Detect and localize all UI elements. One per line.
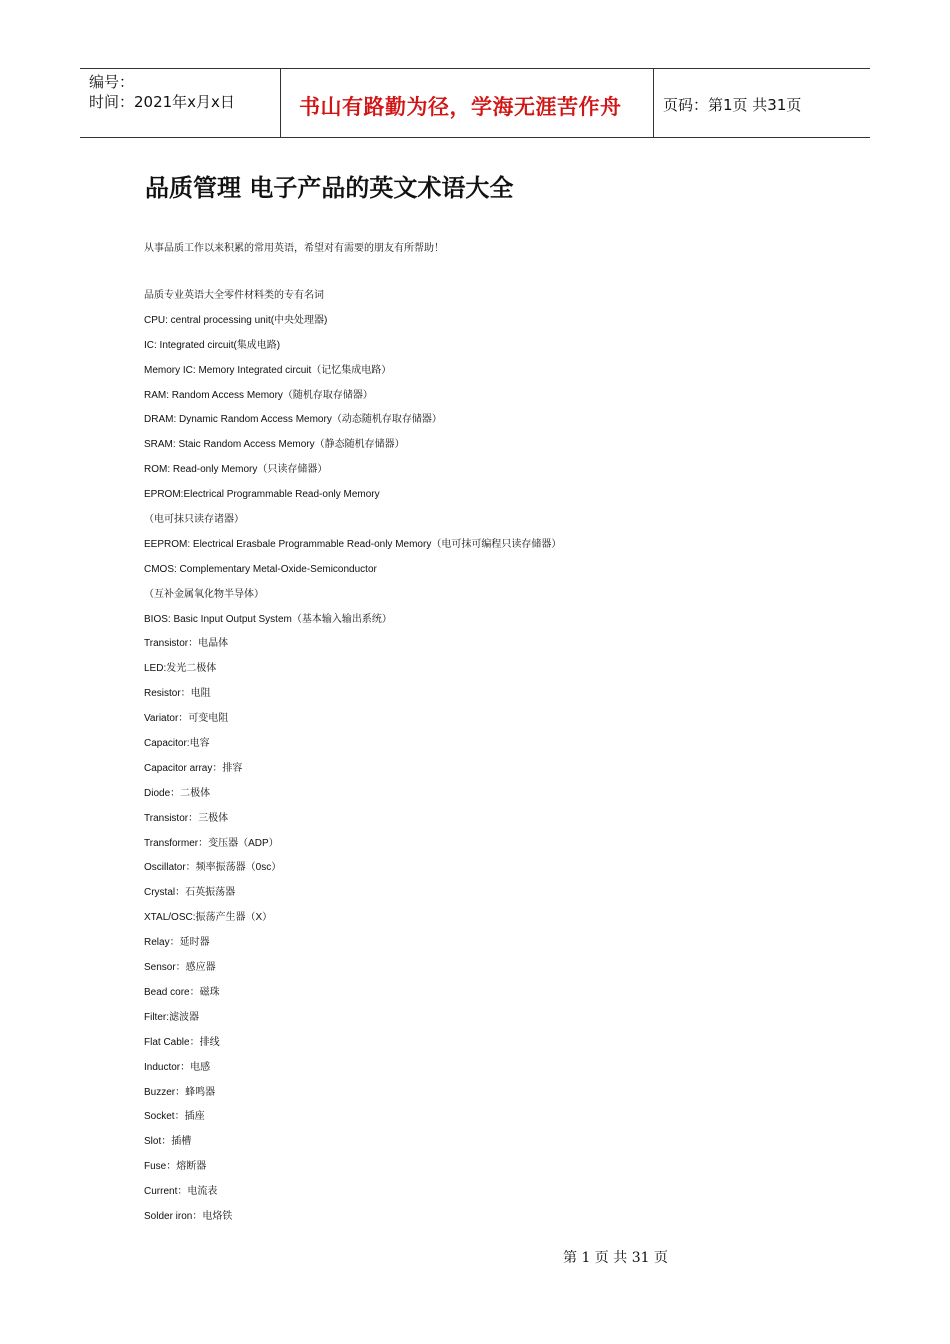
term-item: SRAM: Staic Random Access Memory（静态随机存储器） <box>144 439 405 451</box>
document-date: 时间：2021年x月x日 <box>89 93 235 111</box>
header-left-cell <box>80 69 281 137</box>
term-item: RAM: Random Access Memory（随机存取存储器） <box>144 389 373 401</box>
term-item: Socket：插座 <box>144 1111 205 1123</box>
term-item: Resistor：电阻 <box>144 688 211 700</box>
term-item: Capacitor:电容 <box>144 738 210 750</box>
term-item: Filter:滤波器 <box>144 1011 199 1023</box>
term-item: DRAM: Dynamic Random Access Memory（动态随机存取存储器） <box>144 414 442 426</box>
term-list <box>144 289 561 1235</box>
term-item: Inductor：电感 <box>144 1061 211 1073</box>
term-item: BIOS: Basic Input Output System（基本输入输出系统） <box>144 613 392 625</box>
document-title: 品质管理 电子产品的英文术语大全 <box>145 173 514 202</box>
term-item: LED:发光二极体 <box>144 663 217 675</box>
term-item: Relay：延时器 <box>144 937 210 949</box>
term-item: Variator：可变电阻 <box>144 713 229 725</box>
section-heading: 品质专业英语大全零件材料类的专有名词 <box>144 290 324 301</box>
term-item: Memory IC: Memory Integrated circuit（记忆集成电路） <box>144 364 392 376</box>
header-page-info: 页码：第1页 共31页 <box>663 96 802 114</box>
term-item: Solder iron：电烙铁 <box>144 1210 233 1222</box>
term-item: Sensor：感应器 <box>144 962 216 974</box>
term-item: （互补金属氧化物半导体） <box>144 588 264 600</box>
term-item: Buzzer：蜂鸣器 <box>144 1086 216 1098</box>
page-header <box>80 68 870 138</box>
term-item: Transistor：三极体 <box>144 812 229 824</box>
term-item: CMOS: Complementary Metal-Oxide-Semiconductor <box>144 563 377 575</box>
term-item: ROM: Read-only Memory（只读存储器） <box>144 464 328 476</box>
term-item: Transistor：电晶体 <box>144 638 229 650</box>
term-item: EEPROM: Electrical Erasbale Programmable Read-only Memory（电可抹可编程只读存储器） <box>144 538 562 550</box>
term-item: Transformer：变压器（ADP） <box>144 837 279 849</box>
term-item: Current：电流表 <box>144 1186 218 1198</box>
term-item: Crystal：石英振荡器 <box>144 887 236 899</box>
document-number-label: 编号： <box>89 73 135 91</box>
header-motto: 书山有路勤为径，学海无涯苦作舟 <box>299 94 622 119</box>
term-item: Flat Cable：排线 <box>144 1036 220 1048</box>
term-item: CPU: central processing unit(中央处理器) <box>144 314 328 326</box>
intro-text: 从事品质工作以来积累的常用英语，希望对有需要的朋友有所帮助！ <box>144 243 444 254</box>
term-item: Oscillator：频率振荡器（0sc） <box>144 862 282 874</box>
term-item: XTAL/OSC:振荡产生器（X） <box>144 912 273 924</box>
term-item: （电可抹只读存诸器） <box>144 514 244 526</box>
term-item: Diode：二极体 <box>144 787 211 799</box>
term-item: Slot：插槽 <box>144 1136 192 1148</box>
header-right-cell <box>654 69 870 137</box>
term-item: EPROM:Electrical Programmable Read-only Memory <box>144 489 380 501</box>
header-middle-cell <box>281 69 654 137</box>
page-footer: 第 1 页 共 31 页 <box>563 1250 668 1266</box>
term-item: Bead core：磁珠 <box>144 986 220 998</box>
term-item: Capacitor array：排容 <box>144 762 243 774</box>
term-item: IC: Integrated circuit(集成电路) <box>144 339 281 351</box>
term-item: Fuse：熔断器 <box>144 1161 207 1173</box>
